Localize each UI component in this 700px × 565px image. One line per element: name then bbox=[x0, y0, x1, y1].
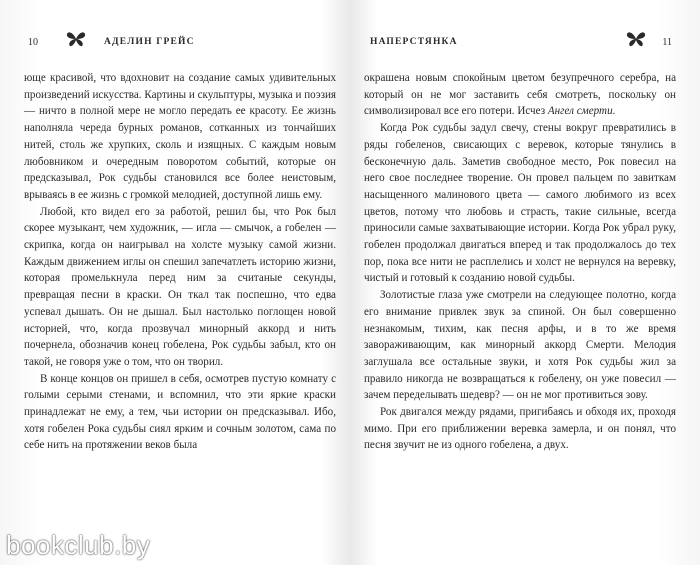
paragraph: Когда Рок судьбы задул свечу, стены вокруг превратились в ряды гобеленов, свисающих с веревок, которые тянулись в бесконечную даль. Заметив свободное место, Рок повесил на него свое последнее творение. Он провел пальцем по завиткам насыщенного малинового цвета — самого любимого из всех цветов, потому что любовь и страсть, такие сильные, всегда приносили самые захватывающие истории. Когда Рок убрал руку, гобелен продолжал двигаться вперед и так продолжалось до тех пор, пока все нити не расплелись и холст не вернулся на веревку, чистый и готовый к созданию новой судьбы. bbox=[364, 122, 676, 285]
left-page-text bbox=[24, 70, 336, 454]
paragraph-text: окрашена новым спокойным цветом безупречного серебра, на который он не мог заставить себя смотреть, поскольку он символизировал все его потери. Исчез bbox=[364, 72, 676, 118]
italic-title: Ангел смерти bbox=[547, 105, 613, 118]
left-page bbox=[24, 36, 336, 536]
running-head-left bbox=[24, 36, 336, 52]
book-title: НАПЕРСТЯНКА bbox=[370, 37, 458, 47]
paragraph: В конце концов он пришел в себя, осмотрев пустую комнату с голыми серыми стенами, и вспомнил, что эти яркие краски принадлежат не ему, а тем, чьи истории он предсказывал. Ибо, хотя гобелен Рока судьбы сиял ярким и сочным золотом, сама по себе нить на протяжении веков была bbox=[24, 372, 336, 452]
paragraph-tail: . bbox=[612, 105, 616, 118]
paragraph: Рок двигался между рядами, пригибаясь и обходя их, проходя мимо. При его приближении веревка замерла, и он понял, что песня звучит не из одного гобелена, а двух. bbox=[364, 406, 676, 452]
butterfly-icon bbox=[626, 30, 646, 48]
page-number: 11 bbox=[662, 37, 672, 48]
right-page bbox=[364, 36, 676, 536]
paragraph: Любой, кто видел его за работой, решил бы, что Рок был скорее музыкант, чем художник, — игла — смычок, а гобелен — скрипка, когда он наигрывал на холсте музыку самой жизни. Каждым движением иглы он спешил запечатлеть историю жизни, которая промелькнула перед ним за считаные секунды, превращая песни в краски. Он ткал так поспешно, что едва успевал дышать. Он не дышал. Был настолько поглощен новой историей, что, когда прозвучал минорный аккорд и нить почернела, обозначив конец гобелена, Рок судьбы забыл, кто он такой, не говоря уже о том, что он творил. bbox=[24, 205, 336, 368]
running-head-right bbox=[364, 36, 676, 52]
page-number: 10 bbox=[28, 37, 38, 48]
site-watermark: bookclub.by bbox=[6, 530, 151, 560]
butterfly-icon bbox=[66, 30, 86, 48]
right-page-text bbox=[364, 70, 676, 454]
paragraph: юще красивой, что вдохновит на создание самых удивительных произведений искусства. Картины и скульптуры, музыка и поэзия — ничто в полной мере не могло передать ее красоту. Ее жизнь наполняла череда бурных романов, сотканных из тончайших нитей, столь же хрупких, сколь и изящных. С каждым новым любовником и очередным поворотом событий, которые он предсказывал, Рок судьбы становился все более неистовым, врываясь в ее жизнь с громкой мелодией, доступной лишь ему. bbox=[24, 72, 336, 201]
paragraph: Золотистые глаза уже смотрели на следующее полотно, когда его внимание привлек звук за спиной. Он был совершенно незнакомым, тихим, как песня арфы, и в то же время завораживающим, как минорный аккорд Смерти. Мелодия заглушала все остальные звуки, и хотя Рок судьбы жил за правило никогда не возвращаться к гобелену, он уже повесил — зачем переделывать шедевр? — он не мог противиться зову. bbox=[364, 289, 676, 402]
paragraph bbox=[364, 70, 676, 120]
author-name: АДЕЛИН ГРЕЙС bbox=[104, 37, 195, 47]
